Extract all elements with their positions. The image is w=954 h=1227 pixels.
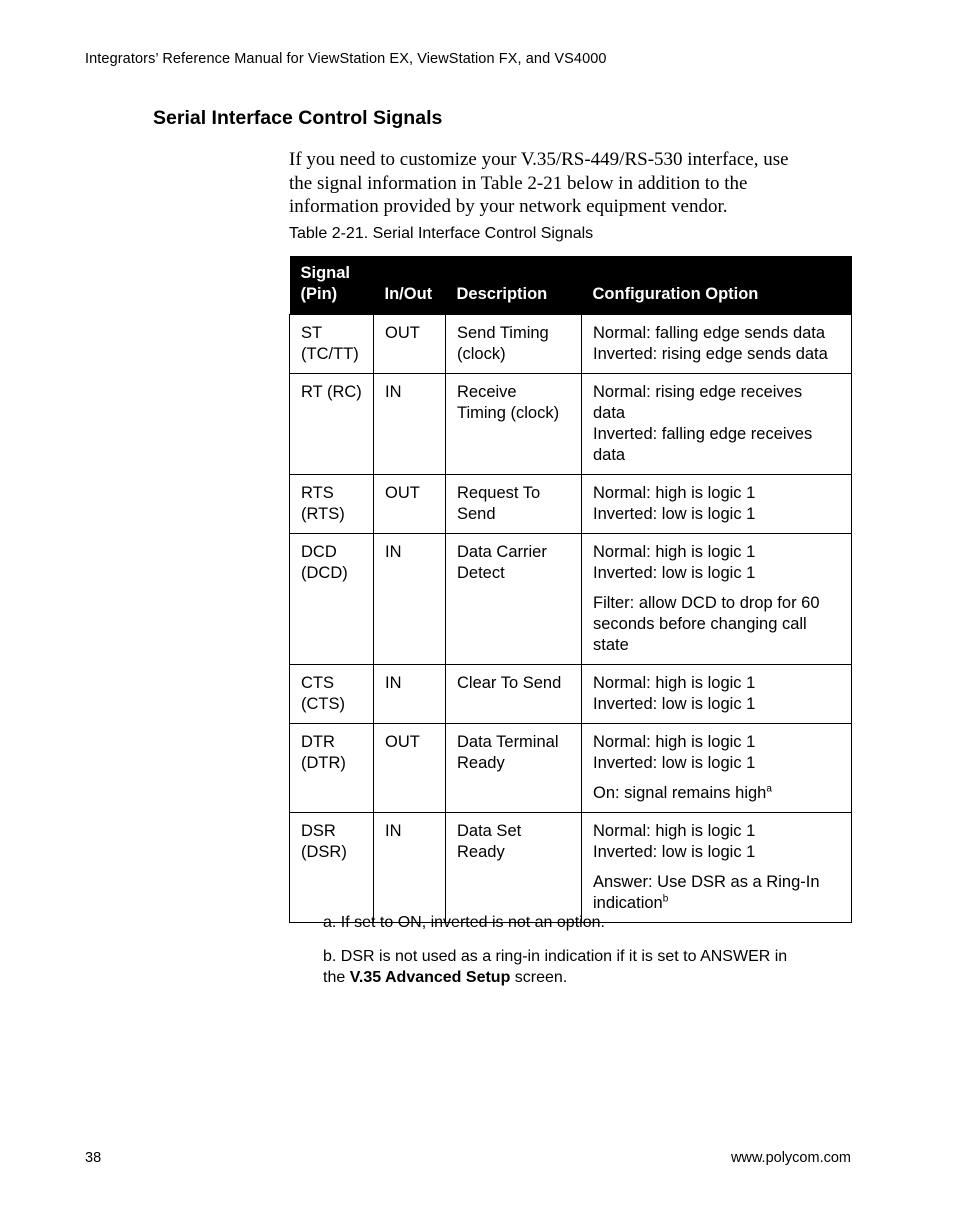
- signal-name: RT (RC): [301, 383, 362, 401]
- config-cell: [582, 665, 852, 724]
- intro-line: the signal information in Table 2-21 below in addition to the: [289, 172, 748, 194]
- config-line: [593, 893, 841, 914]
- config-cell: [582, 374, 852, 475]
- footnote-b-text: the: [323, 969, 350, 986]
- description-cell: [446, 534, 582, 665]
- config-line: seconds before changing call: [593, 615, 807, 633]
- description-line: Ready: [457, 754, 505, 772]
- description-line: Clear To Send: [457, 674, 562, 692]
- config-text: indication: [593, 894, 663, 912]
- description-cell: [446, 374, 582, 475]
- config-line: Inverted: rising edge sends data: [593, 345, 828, 363]
- description-line: Timing (clock): [457, 404, 560, 422]
- signal-pin: (DCD): [301, 564, 348, 582]
- table-header-row: [290, 256, 852, 315]
- signal-name: CTS: [301, 674, 334, 692]
- description-line: Send Timing: [457, 324, 549, 342]
- table-footnotes: [323, 912, 823, 1001]
- inout-cell: OUT: [374, 475, 446, 534]
- inout-cell: IN: [374, 374, 446, 475]
- intro-line: information provided by your network equipment vendor.: [289, 196, 728, 217]
- config-line: Normal: high is logic 1: [593, 484, 756, 502]
- config-line: Inverted: low is logic 1: [593, 754, 756, 772]
- config-line: Normal: high is logic 1: [593, 733, 756, 751]
- description-cell: [446, 315, 582, 374]
- description-line: Detect: [457, 564, 505, 582]
- table-row: [290, 315, 852, 374]
- config-cell: [582, 534, 852, 665]
- config-line: Normal: rising edge receives: [593, 383, 803, 401]
- intro-line: If you need to customize your V.35/RS-449/RS-530 interface, use: [289, 149, 789, 170]
- description-line: Data Carrier: [457, 543, 547, 561]
- signal-name: DSR: [301, 822, 336, 840]
- footnote-ref-b: b: [662, 893, 669, 905]
- config-line: Normal: high is logic 1: [593, 674, 756, 692]
- description-cell: [446, 813, 582, 923]
- config-line: Filter: allow DCD to drop for 60: [593, 594, 820, 612]
- signal-cell: [290, 534, 374, 665]
- config-line: Answer: Use DSR as a Ring-In: [593, 873, 820, 891]
- section-title: Serial Interface Control Signals: [153, 107, 443, 129]
- config-line: Inverted: low is logic 1: [593, 564, 756, 582]
- description-line: Receive: [457, 383, 517, 401]
- description-line: Data Terminal: [457, 733, 559, 751]
- config-line: Normal: high is logic 1: [593, 822, 756, 840]
- config-line: state: [593, 636, 629, 654]
- footnote-a: a. If set to ON, inverted is not an option.: [323, 914, 605, 931]
- footnote-b: [323, 946, 823, 988]
- header-inout: In/Out: [374, 256, 446, 315]
- description-line: Request To: [457, 484, 541, 502]
- signal-pin: (RTS): [301, 505, 345, 523]
- config-line: Inverted: low is logic 1: [593, 505, 756, 523]
- table-caption: Table 2-21. Serial Interface Control Signals: [289, 225, 594, 242]
- header-signal: [290, 256, 374, 315]
- footnote-ref-a: a: [766, 783, 772, 795]
- table-row: [290, 724, 852, 813]
- signal-cell: [290, 813, 374, 923]
- table-row: [290, 813, 852, 923]
- inout-cell: IN: [374, 665, 446, 724]
- signal-name: ST: [301, 324, 323, 342]
- description-line: Send: [457, 505, 496, 523]
- signal-cell: [290, 665, 374, 724]
- inout-cell: IN: [374, 813, 446, 923]
- inout-cell: OUT: [374, 315, 446, 374]
- config-cell: [582, 315, 852, 374]
- header-config: Configuration Option: [582, 256, 852, 315]
- signal-cell: [290, 315, 374, 374]
- config-line: Normal: high is logic 1: [593, 543, 756, 561]
- description-cell: [446, 724, 582, 813]
- header-pin-label: (Pin): [300, 285, 338, 303]
- footnote-b-line: b. DSR is not used as a ring-in indication if it is set to ANSWER in: [323, 948, 788, 965]
- config-line: data: [593, 404, 626, 422]
- running-header: Integrators’ Reference Manual for ViewStation EX, ViewStation FX, and VS4000: [85, 51, 607, 67]
- config-line: data: [593, 446, 626, 464]
- inout-cell: OUT: [374, 724, 446, 813]
- signal-pin: (DSR): [301, 843, 347, 861]
- signal-cell: [290, 724, 374, 813]
- header-signal-label: Signal: [300, 264, 351, 282]
- page-number: 38: [85, 1150, 102, 1166]
- footer-website: www.polycom.com: [730, 1150, 851, 1166]
- header-description: Description: [446, 256, 582, 315]
- description-cell: [446, 475, 582, 534]
- footnote-b-text: screen.: [510, 969, 568, 986]
- config-cell: [582, 724, 852, 813]
- config-line: Inverted: low is logic 1: [593, 695, 756, 713]
- signal-name: DCD: [301, 543, 337, 561]
- config-text: On: signal remains high: [593, 784, 767, 802]
- table-row: [290, 475, 852, 534]
- config-line: Inverted: falling edge receives: [593, 425, 813, 443]
- config-line: [593, 783, 841, 804]
- signal-pin: (TC/TT): [301, 345, 359, 363]
- signal-cell: [290, 475, 374, 534]
- config-cell: [582, 813, 852, 923]
- signals-table: [289, 256, 852, 923]
- signal-name: RTS: [301, 484, 334, 502]
- intro-paragraph: [289, 148, 849, 219]
- signal-name: DTR: [301, 733, 335, 751]
- signal-cell: [290, 374, 374, 475]
- description-line: Ready: [457, 843, 505, 861]
- config-line: Inverted: low is logic 1: [593, 843, 756, 861]
- table-row: [290, 374, 852, 475]
- signal-pin: (DTR): [301, 754, 346, 772]
- config-cell: [582, 475, 852, 534]
- signal-pin: (CTS): [301, 695, 345, 713]
- inout-cell: IN: [374, 534, 446, 665]
- config-line: Normal: falling edge sends data: [593, 324, 826, 342]
- table-row: [290, 665, 852, 724]
- description-line: (clock): [457, 345, 506, 363]
- description-cell: [446, 665, 582, 724]
- table-row: [290, 534, 852, 665]
- description-line: Data Set: [457, 822, 522, 840]
- screen-name: V.35 Advanced Setup: [349, 969, 511, 986]
